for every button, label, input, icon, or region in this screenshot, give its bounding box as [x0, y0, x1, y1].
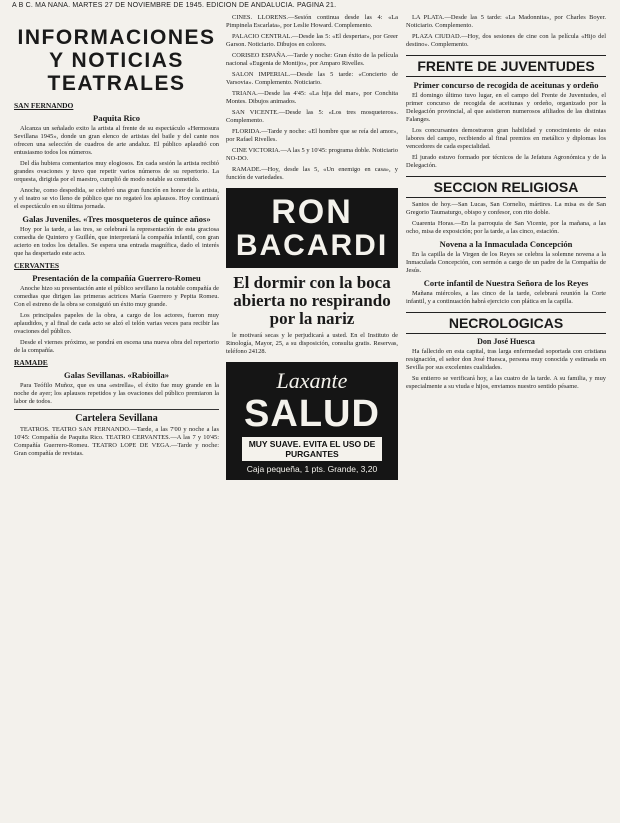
- ad-laxante-salud: [226, 362, 398, 480]
- subhead-novena: Novena a la Inmaculada Concepción: [439, 239, 573, 249]
- listing-paragraph: FLORIDA.—Tarde y noche: «El hombre que se reía del amor», por Rafael Rivelles.: [226, 128, 398, 143]
- ad-dormir-text: le motivará secas y le perjudicará a usted. En el Instituto de Rinología, Mayor, 25, a su disposición, consulta gratis. Reservas, teléfono 24128.: [226, 332, 398, 355]
- article-paragraph: Cuarenta Horas.—En la parroquia de San Vicente, por la mañana, a las ocho, misa de exposición; por la tarde, a las cinco, estación.: [406, 220, 606, 235]
- ad-bacardi-line1: RON: [271, 193, 353, 231]
- section-frente-juventudes: FRENTE DE JUVENTUDES: [406, 55, 606, 77]
- listing-paragraph: RAMADE.—Hoy, desde las 5, «Un enemigo en casa», y función de variedades.: [226, 166, 398, 181]
- ad-bacardi-line2: BACARDI: [235, 229, 389, 262]
- listing-paragraph: SAN VICENTE.—Desde las 5: «Los tres mosqueteros». Complemento.: [226, 109, 398, 124]
- subhead-guerrero-romeu: Presentación de la compañía Guerrero-Romeu: [32, 273, 201, 283]
- subhead-galas-sevillanas: Galas Sevillanas. «Rabioilla»: [63, 370, 170, 380]
- ad-ron-bacardi: [226, 188, 398, 268]
- article-paragraph: Los principales papeles de la obra, a cargo de los actores, fueron muy aplaudidos, y al final de cada acto se alzó el telón varias veces para recibir las ovaciones del público.: [14, 312, 219, 335]
- article-paragraph: Los concursantes demostraron gran habilidad y conocimiento de estas labores del campo, recibiendo al final premios en metálico y diplomas los vencedores de cada especialidad.: [406, 127, 606, 150]
- listing-paragraph: SALON IMPERIAL.—Desde las 5 tarde: «Concierto de Varsovia». Complemento. Noticiario.: [226, 71, 398, 86]
- listing-paragraph: CINE VICTORIA.—A las 5 y 10'45: programa doble. Noticiario NO-DO.: [226, 147, 398, 162]
- listing-paragraph: CORISEO ESPAÑA.—Tarde y noche: Gran éxito de la película nacional «Eugenia de Montijo», por Amparo Rivelles.: [226, 52, 398, 67]
- article-paragraph: Mañana miércoles, a las cinco de la tarde, celebrará reunión la Corte infantil, y a continuación habrá ejercicio con plática en la capilla.: [406, 290, 606, 305]
- divider: [14, 409, 219, 410]
- section-title: INFORMACIONES Y NOTICIAS TEATRALES: [17, 26, 216, 95]
- ad-laxante-claim: MUY SUAVE. EVITA EL USO DE PURGANTES: [242, 437, 382, 461]
- listing-paragraph: PLAZA CIUDAD.—Hoy, dos sesiones de cine con la película «Hijo del destino». Complemento.: [406, 33, 606, 48]
- ad-dormir-title: El dormir con la boca abierta no respirando por la nariz: [233, 273, 391, 328]
- article-paragraph: Hoy por la tarde, a las tres, se celebrará la representación de esta graciosa comedia de Quintero y Guillén, que interpretará la compañía infantil, con gran acierto en todos los detalles. Se espera una entrada magnífica, dado el interés que ha despertado este acto.: [14, 226, 219, 257]
- kicker-ramade: RAMADE: [14, 358, 48, 367]
- article-paragraph: Anoche, como despedida, se celebró una gran función en honor de la artista, y el teatro se vio lleno de público que no regateó los aplausos. Hoy continuará el espectáculo en su última jornada.: [14, 187, 219, 210]
- article-paragraph: Desde el viernes próximo, se pondrá en escena una nueva obra del repertorio de la compañía.: [14, 339, 219, 354]
- article-paragraph: Santos de hoy.—San Lucas, San Cornelio, mártires. La misa es de San Gregorio Taumaturgo, obispo y confesor, con rito doble.: [406, 201, 606, 216]
- article-paragraph: Su entierro se verificará hoy, a las cuatro de la tarde. A su familia, y muy especialmente a su viuda e hijos, enviamos nuestro sentido pésame.: [406, 375, 606, 390]
- article-paragraph: Para Teófilo Muñoz, que es una «estrella», el éxito fue muy grande en la noche de ayer; los aplausos repetidos y las ovaciones del público premiaron la labor de todos.: [14, 382, 219, 405]
- ad-laxante-brand: Laxante: [276, 368, 348, 393]
- section-religiosa: SECCION RELIGIOSA: [406, 176, 606, 198]
- page-header-line: A B C. MA ÑANA. MARTES 27 DE NOVIEMBRE DE 1945. EDICION DE ANDALUCIA. PAGINA 21.: [12, 2, 337, 9]
- subhead-corte-infantil: Corte infantil de Nuestra Señora de los Reyes: [423, 278, 589, 288]
- column-listings-ads: [226, 14, 398, 486]
- listing-paragraph: PALACIO CENTRAL.—Desde las 5: «El despertar», por Greer Garson. Noticiario. Dibujos en colores.: [226, 33, 398, 48]
- subhead-cartelera: Cartelera Sevillana: [75, 413, 158, 424]
- article-paragraph: El jurado estuvo formado por técnicos de la Jefatura Agronómica y de la Delegación.: [406, 154, 606, 169]
- ad-laxante-price: Caja pequeña, 1 pts. Grande, 3,20: [246, 464, 378, 474]
- ad-laxante-name: SALUD: [244, 393, 380, 435]
- column-youth-religion: [406, 14, 606, 394]
- article-paragraph: Ha fallecido en esta capital, tras larga enfermedad soportada con cristiana resignación, el señor don José Huesca, persona muy conocida y estimada en Sevilla por sus excelentes cualidades.: [406, 348, 606, 371]
- listing-paragraph: TRIANA.—Desde las 4'45: «La hija del mar», por Conchita Montes. Dibujos animados.: [226, 90, 398, 105]
- kicker-cervantes: CERVANTES: [14, 261, 60, 270]
- article-paragraph: El domingo último tuvo lugar, en el campo del Frente de Juventudes, el primer concurso de recogida de aceitunas y ordeño, organizado por la Delegación provincial, al que asistieron numerosos afiliados de las distintas Falanges.: [406, 92, 606, 123]
- listing-paragraph: CINES. LLORENS.—Sesión continua desde las 4: «La Pimpinela Escarlata», por Leslie Howard. Complemento.: [226, 14, 398, 29]
- kicker-san-fernando: SAN FERNANDO: [14, 101, 74, 110]
- section-necrologicas: NECROLOGICAS: [406, 312, 606, 334]
- article-paragraph: Alcanza un señalado exito la artista al frente de su espectáculo «Hermosura Sevillana 1945», donde un gran elenco de artistas del baile y del cante nos ofrecen una selección de cuadros de arte andaluz. El público aplaudió con entusiasmo todos los números.: [14, 125, 219, 156]
- listing-paragraph: LA PLATA.—Desde las 5 tarde: «La Madonnita», por Charles Boyer. Noticiario. Complemento.: [406, 14, 606, 29]
- column-theatre-news: [14, 14, 219, 461]
- obituary-name: Don José Huesca: [477, 337, 535, 346]
- article-paragraph: Del día hubiera comentarios muy elogiosos. En cada sesión la artista recibió grandes ovaciones y tuvo que repetir varios números de su repertorio. La orquesta, dirigida por el maestro, cumplió de modo notable su cometido.: [14, 160, 219, 183]
- listing-paragraph: TEATROS. TEATRO SAN FERNANDO.—Tarde, a las 7'00 y noche a las 10'45: Compañía de Paquita Rico. TEATRO CERVANTES.—A las 7 y 10'45: Compañía Guerrero-Romeu. TEATRO LOPE DE VEGA.—Tarde y noche: Gran compañía de revistas.: [14, 426, 219, 457]
- article-paragraph: Anoche hizo su presentación ante el público sevillano la notable compañía de comedias que dirigen las primeras actrices María Guerrero y Pepita Romeu. Con el estreno de la obra se consiguió un éxito muy grande.: [14, 285, 219, 308]
- article-paragraph: En la capilla de la Virgen de los Reyes se celebra la solemne novena a la Inmaculada Concepción, con sermón a cargo de un padre de la Compañía de Jesús.: [406, 251, 606, 274]
- subhead-concurso: Primer concurso de recogida de aceitunas y ordeño: [413, 80, 599, 90]
- subhead-paquita-rico: Paquita Rico: [93, 113, 140, 123]
- subhead-galas-juveniles: Galas Juveniles. «Tres mosqueteros de quince años»: [22, 214, 211, 224]
